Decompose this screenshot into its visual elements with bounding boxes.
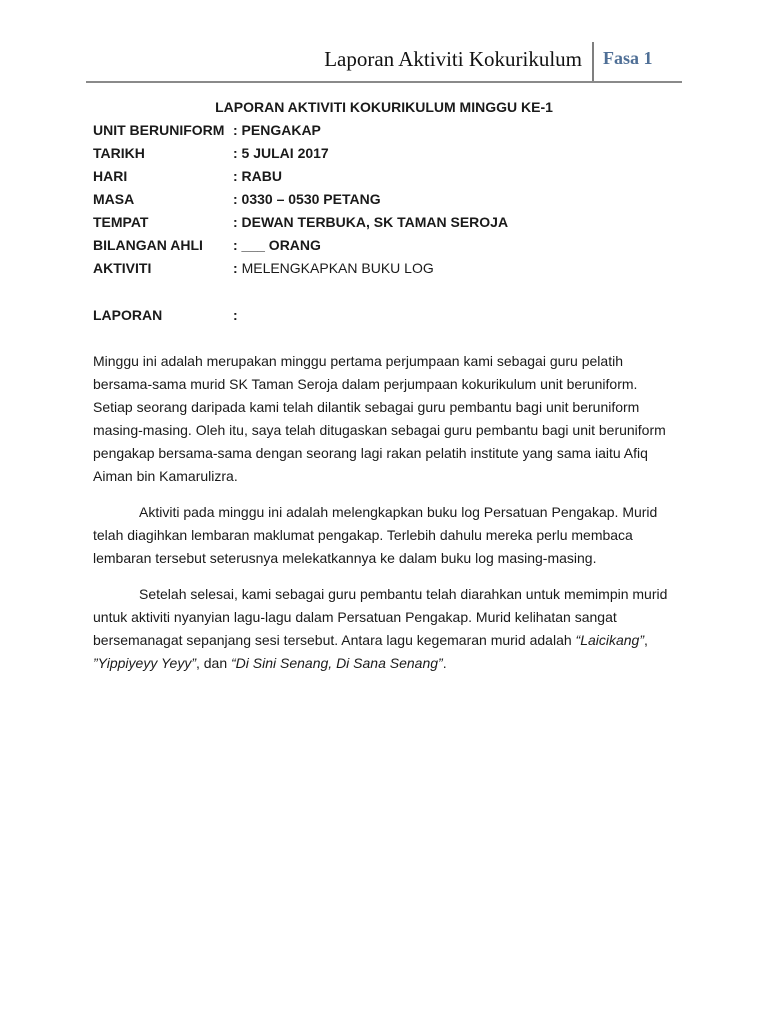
info-label: TARIKH	[93, 145, 145, 161]
info-value	[233, 258, 434, 278]
report-paragraph-3	[93, 583, 678, 675]
info-label: HARI	[93, 168, 128, 184]
info-value: : 5 JULAI 2017	[233, 145, 329, 161]
report-label-row	[93, 305, 238, 325]
header-phase: Fasa 1	[603, 48, 653, 68]
report-colon: :	[233, 307, 238, 323]
report-label: LAPORAN	[93, 307, 163, 323]
info-label: TEMPAT	[93, 214, 149, 230]
info-label: BILANGAN AHLI	[93, 237, 203, 253]
separator: ,	[644, 632, 648, 648]
separator: , dan	[195, 655, 232, 671]
document-heading: LAPORAN AKTIVITI KOKURIKULUM MINGGU KE-1	[215, 99, 553, 115]
info-value: : 0330 – 0530 PETANG	[233, 191, 381, 207]
song-title: “Laicikang”	[575, 632, 645, 648]
info-value: : PENGAKAP	[233, 122, 321, 138]
info-label: MASA	[93, 191, 135, 207]
info-value-text: MELENGKAPKAN BUKU LOG	[241, 260, 434, 276]
page-header	[86, 42, 682, 82]
info-colon: :	[233, 260, 238, 276]
header-rule	[86, 81, 682, 83]
header-title: Laporan Aktiviti Kokurikulum	[324, 47, 582, 71]
info-value: : RABU	[233, 168, 282, 184]
header-divider	[592, 42, 594, 81]
paragraph-3-text: Setelah selesai, kami sebagai guru pembantu telah diarahkan untuk memimpin murid untuk aktiviti nyanyian lagu-lagu dalam Persatuan Pengakap. Murid kelihatan sangat bersemanagat sepanjang sesi tersebut. Antara lagu kegemaran murid adalah	[93, 586, 668, 648]
info-value: : DEWAN TERBUKA, SK TAMAN SEROJA	[233, 214, 509, 230]
info-label: UNIT BERUNIFORM	[93, 122, 225, 138]
song-title: “Di Sini Senang, Di Sana Senang”	[231, 655, 443, 671]
song-title: ”Yippiyeyy Yeyy”	[93, 655, 196, 671]
report-paragraph-1: Minggu ini adalah merupakan minggu pertama perjumpaan kami sebagai guru pelatih bersama-sama murid SK Taman Seroja dalam perjumpaan kokurikulum unit beruniform. Setiap seorang daripada kami telah dilantik sebagai guru pembantu bagi unit beruniform masing-masing. Oleh itu, saya telah ditugaskan sebagai guru pembantu bagi unit beruniform pengakap bersama-sama dengan seorang lagi rakan pelatih institute yang sama iaitu Afiq Aiman bin Kamarulizra.	[93, 353, 666, 484]
report-paragraph-2: Aktiviti pada minggu ini adalah melengkapkan buku log Persatuan Pengakap. Murid telah diagihkan lembaran maklumat pengakap. Terlebih dahulu mereka perlu membaca lembaran tersebut seterusnya melekatkannya ke dalam buku log masing-masing.	[93, 504, 658, 566]
info-label: AKTIVITI	[93, 260, 152, 276]
sentence-end: .	[442, 655, 447, 671]
info-value: : ___ ORANG	[233, 237, 321, 253]
